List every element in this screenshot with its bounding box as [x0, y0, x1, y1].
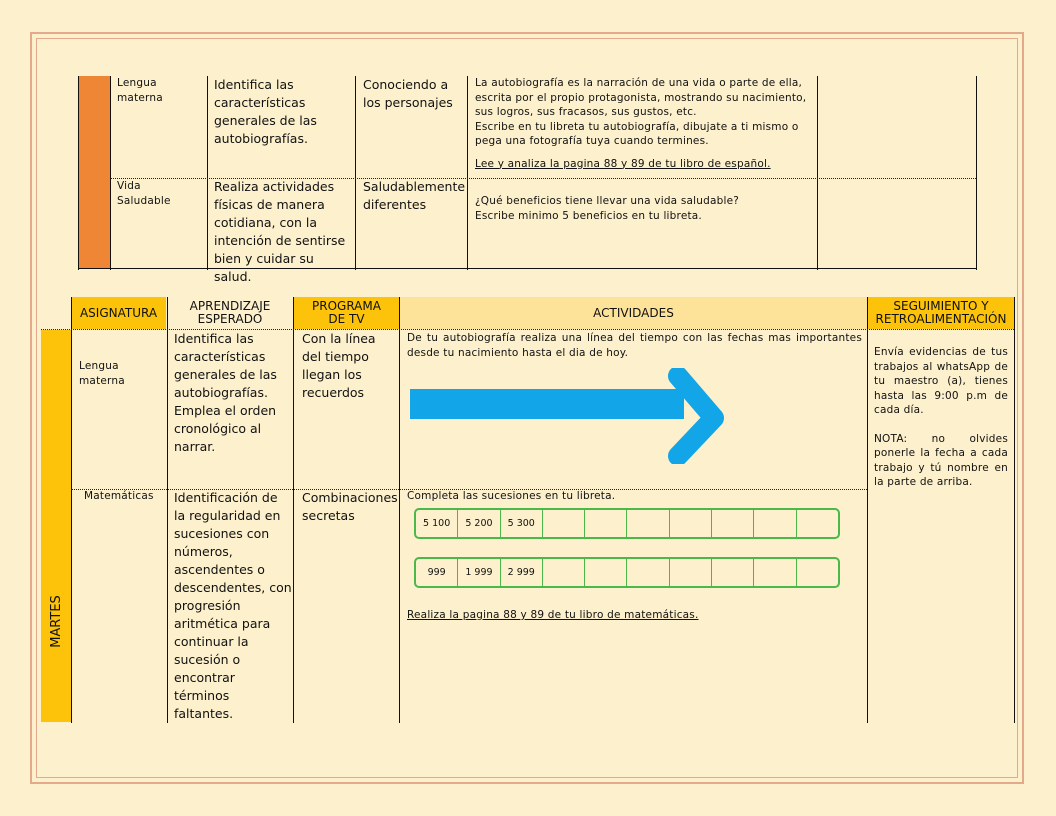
sequence-cell: 5 300	[501, 510, 543, 537]
bot-row1-program: Con la línea del tiempo llegan los recuerdos	[302, 331, 376, 400]
top-day-bar	[79, 76, 110, 269]
top-bottom-line	[78, 268, 976, 269]
top-vline-0	[78, 76, 79, 270]
bot-row1-activity: De tu autobiografía realiza una línea del tiempo con las fechas mas importantes desde tu nacimiento hasta el dia de hoy.	[407, 332, 862, 359]
sequence-cell: 5 200	[458, 510, 500, 537]
header-learning: APRENDIZAJE ESPERADO	[167, 297, 293, 329]
sequence-cell: 1 999	[458, 559, 500, 586]
bot-row2-program: Combinaciones secretas	[302, 490, 398, 523]
top-row1-learning: Identifica las características generales de las autobiografías.	[214, 77, 317, 146]
sequence-cell	[754, 559, 796, 586]
header-followup: SEGUIMIENTO Y RETROALIMENTACIÓN	[868, 297, 1014, 329]
sequence-cell	[627, 510, 669, 537]
sequence-cell	[543, 510, 585, 537]
bot-row2-learning: Identificación de la regularidad en sucesiones con números, ascendentes o descendentes, con progresión aritmética para continuar la sucesión o encontrar términos faltantes.	[174, 490, 292, 721]
sequence-cell: 999	[416, 559, 458, 586]
bot-row1-learning: Identifica las características generales de las autobiografías. Emplea el orden cronológico al narrar.	[174, 331, 277, 454]
sequence-cell	[585, 559, 627, 586]
sequence-cell: 2 999	[501, 559, 543, 586]
activity-line: pega una fotografía tuya cuando termines.	[475, 135, 709, 147]
followup-text	[874, 345, 1008, 490]
top-row2-program: Saludablemente diferentes	[363, 179, 466, 212]
sequence-cell	[585, 510, 627, 537]
followup-message: Envía evidencias de tus trabajos al whatsApp de tu maestro (a), tienes hasta las 9:00 p.m de cada día.	[874, 346, 1008, 416]
activity-line: sus logros, sus fracasos, sus gustos, etc.	[475, 106, 697, 118]
top-vline-1	[110, 76, 111, 270]
sequence-1	[414, 508, 840, 539]
top-row1-subject: Lengua materna	[117, 77, 163, 104]
header-program: PROGRAMA DE TV	[294, 297, 399, 329]
math-book-link[interactable]: Realiza la pagina 88 y 89 de tu libro de matemáticas.	[407, 609, 699, 621]
spanish-book-link[interactable]: Lee y analiza la pagina 88 y 89 de tu libro de español.	[475, 157, 771, 170]
top-row2-learning: Realiza actividades físicas de manera cotidiana, con la intención de sentirse bien y cuidar su salud.	[214, 179, 346, 284]
top-row1-activity	[475, 76, 811, 171]
top-row1-program: Conociendo a los personajes	[363, 77, 453, 110]
top-vline-3	[355, 76, 356, 270]
bot-vline-0	[71, 297, 72, 723]
bot-vline-5	[1014, 297, 1015, 723]
top-vline-2	[207, 76, 208, 270]
bot-row2-subject: Matemáticas	[84, 490, 154, 502]
sequence-cell	[543, 559, 585, 586]
sequence-cell	[670, 510, 712, 537]
bot-vline-4	[867, 297, 868, 723]
header-subject: ASIGNATURA	[71, 297, 166, 329]
sequence-cell	[627, 559, 669, 586]
bot-row1-subject: Lengua materna	[79, 360, 125, 387]
sequence-cell	[712, 510, 754, 537]
bot-row2-activity: Completa las sucesiones en tu libreta.	[407, 490, 616, 502]
sequence-cell	[670, 559, 712, 586]
top-vline-6	[976, 76, 977, 270]
activity-line: ¿Qué beneficios tiene llevar una vida saludable?	[475, 195, 740, 207]
sequence-cell	[712, 559, 754, 586]
activity-line: La autobiografía es la narración de una vida o parte de ella,	[475, 77, 803, 89]
sequence-2	[414, 557, 840, 588]
top-vline-4	[467, 76, 468, 270]
day-label: MARTES	[48, 594, 64, 648]
activity-line: Escribe minimo 5 beneficios en tu libreta.	[475, 209, 702, 222]
right-arrow-icon	[408, 368, 726, 464]
sequence-cell	[754, 510, 796, 537]
followup-note: NOTA: no olvides ponerle la fecha a cada trabajo y tú nombre en la parte de arriba.	[874, 432, 1008, 488]
activity-line: escrita por el propio protagonista, mostrando su nacimiento,	[475, 91, 807, 104]
top-row2-activity	[475, 194, 811, 223]
bot-vline-2	[293, 297, 294, 723]
top-row2-subject: Vida Saludable	[117, 180, 171, 207]
sequence-cell	[797, 510, 838, 537]
header-activities: ACTIVIDADES	[400, 297, 867, 329]
activity-line: Escribe en tu libreta tu autobiografía, dibujate a ti mismo o	[475, 120, 799, 133]
bot-vline-1	[167, 297, 168, 723]
bot-vline-3	[399, 297, 400, 723]
sequence-cell	[797, 559, 838, 586]
sequence-cell: 5 100	[416, 510, 458, 537]
top-vline-5	[817, 76, 818, 270]
